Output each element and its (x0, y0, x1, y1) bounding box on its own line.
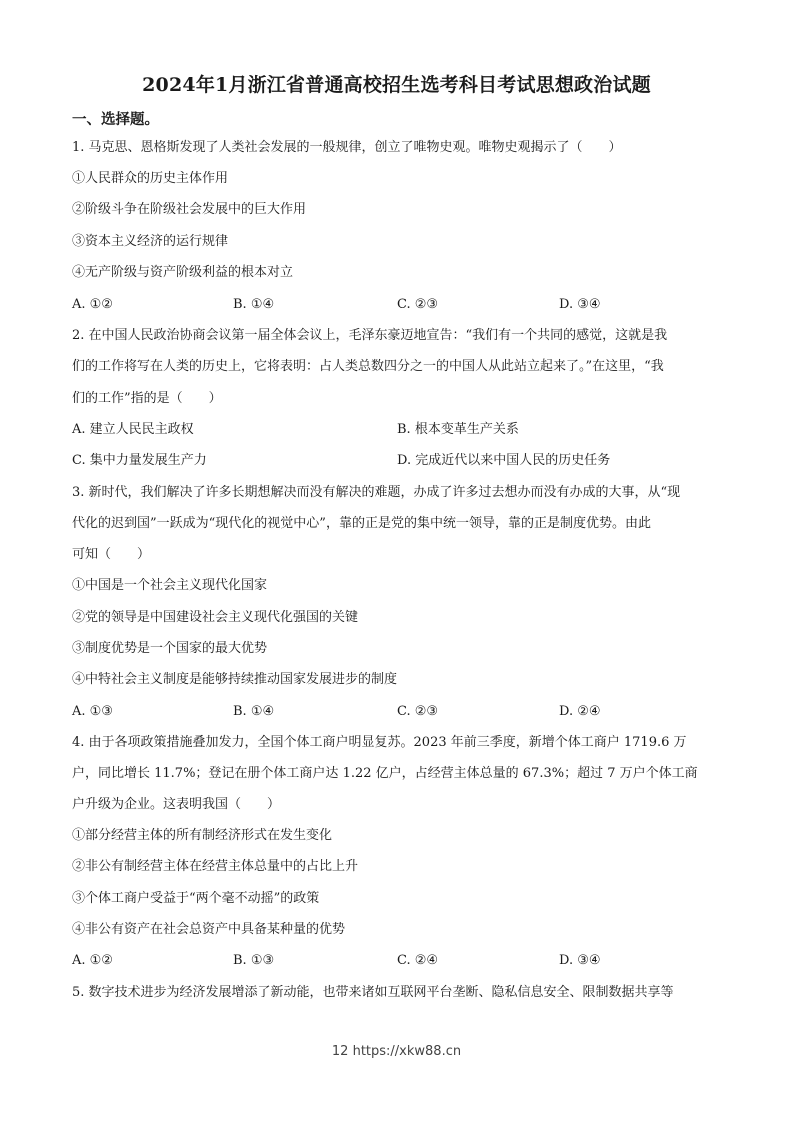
question-3-statement-4: ④中特社会主义制度是能够持续推动国家发展进步的制度 (72, 672, 398, 687)
question-1-option-b: B. ①④ (233, 297, 275, 312)
question-3-option-b: B. ①④ (233, 704, 275, 719)
question-1-statement-2: ②阶级斗争在阶级社会发展中的巨大作用 (72, 202, 307, 217)
question-2-option-d: D. 完成近代以来中国人民的历史任务 (397, 453, 611, 468)
question-4-stem-line-3: 户升级为企业。这表明我国（ ） (72, 797, 281, 812)
question-1-statement-4: ④无产阶级与资产阶级利益的根本对立 (72, 265, 294, 280)
question-2-stem-line-2: 们的工作将写在人类的历史上，它将表明：占人类总数四分之一的中国人从此站立起来了。”在这里，“我 (72, 359, 664, 374)
question-1-option-a: A. ①② (72, 297, 113, 312)
question-5-stem-line-1: 5. 数字技术进步为经济发展增添了新动能，也带来诸如互联网平台垄断、隐私信息安全、限制数据共享等 (72, 985, 674, 1000)
question-1-stem: 1. 马克思、恩格斯发现了人类社会发展的一般规律，创立了唯物史观。唯物史观揭示了（ ） (72, 140, 622, 155)
question-4-option-a: A. ①② (72, 953, 113, 968)
question-1-option-c: C. ②③ (397, 297, 439, 312)
question-2-option-b: B. 根本变革生产关系 (397, 422, 519, 437)
question-3-statement-3: ③制度优势是一个国家的最大优势 (72, 641, 268, 656)
page-title: 2024年1月浙江省普通高校招生选考科目考试思想政治试题 (142, 74, 651, 96)
question-4-statement-3: ③个体工商户受益于“两个毫不动摇”的政策 (72, 891, 320, 906)
question-4-option-c: C. ②④ (397, 953, 439, 968)
question-2-stem-line-1: 2. 在中国人民政治协商会议第一届全体会议上，毛泽东豪迈地宣告：“我们有一个共同的感觉，这就是我 (72, 328, 668, 343)
question-4-option-d: D. ③④ (559, 953, 601, 968)
section-heading: 一、选择题。 (72, 111, 159, 128)
question-4-stem-line-2: 户，同比增长 11.7%；登记在册个体工商户达 1.22 亿户，占经营主体总量的 67.3%；超过 7 万户个体工商 (72, 766, 698, 781)
question-1-option-d: D. ③④ (559, 297, 601, 312)
question-3-option-a: A. ①③ (72, 704, 113, 719)
page-footer: 12 https://xkw88.cn (331, 1044, 462, 1059)
question-4-stem-line-1: 4. 由于各项政策措施叠加发力，全国个体工商户明显复苏。2023 年前三季度，新增个体工商户 1719.6 万 (72, 735, 687, 750)
question-1-statement-3: ③资本主义经济的运行规律 (72, 234, 229, 249)
question-1-statement-1: ①人民群众的历史主体作用 (72, 171, 229, 186)
question-4-option-b: B. ①③ (233, 953, 275, 968)
question-4-statement-2: ②非公有制经营主体在经营主体总量中的占比上升 (72, 859, 359, 874)
question-2-option-a: A. 建立人民民主政权 (72, 422, 194, 437)
question-3-option-c: C. ②③ (397, 704, 439, 719)
question-3-stem-line-1: 3. 新时代，我们解决了许多长期想解决而没有解决的难题，办成了许多过去想办而没有办成的大事，从“现 (72, 485, 681, 500)
question-3-statement-2: ②党的领导是中国建设社会主义现代化强国的关键 (72, 610, 359, 625)
question-2-stem-line-3: 们的工作”指的是（ ） (72, 391, 222, 406)
question-2-option-c: C. 集中力量发展生产力 (72, 453, 207, 468)
question-3-stem-line-3: 可知（ ） (72, 547, 151, 562)
question-4-statement-1: ①部分经营主体的所有制经济形式在发生变化 (72, 828, 333, 843)
question-3-statement-1: ①中国是一个社会主义现代化国家 (72, 578, 268, 593)
question-3-option-d: D. ②④ (559, 704, 601, 719)
question-4-statement-4: ④非公有资产在社会总资产中具备某种量的优势 (72, 922, 346, 937)
question-3-stem-line-2: 代化的迟到国”一跃成为“现代化的视觉中心”，靠的正是党的集中统一领导，靠的正是制度优势。由此 (72, 516, 651, 531)
